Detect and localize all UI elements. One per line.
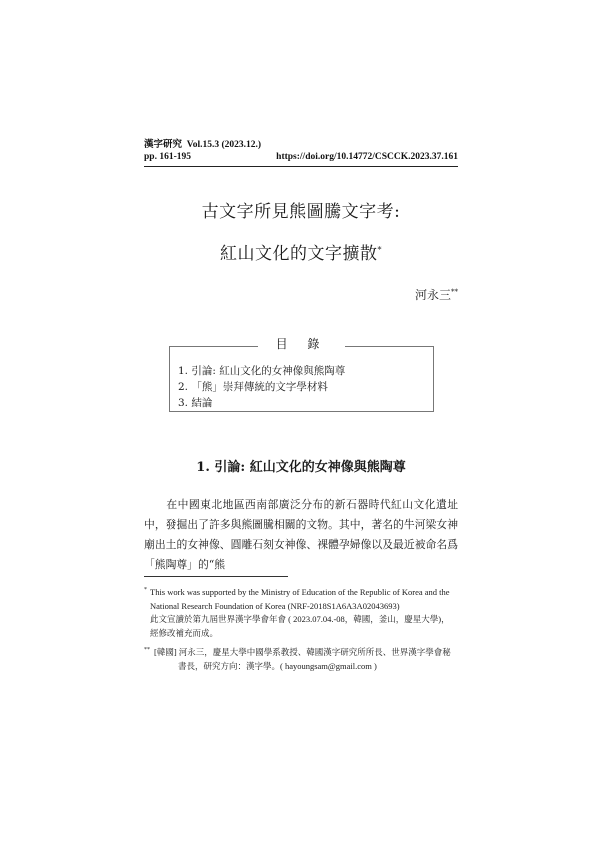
footnote-2 bbox=[144, 646, 458, 673]
header-rule bbox=[144, 166, 458, 167]
body-paragraph bbox=[144, 495, 458, 575]
body-paragraph-text: 在中國東北地區西南部廣泛分布的新石器時代紅山文化遺址中，發掘出了許多與熊圖騰相關的文物。其中，著名的牛河梁女神廟出土的女神像、圓雕石刻女神像、裸體孕婦像以及最近被命名爲「熊陶尊」的“熊 bbox=[144, 498, 458, 571]
footnote-line: 此文宣讀於第九屆世界漢字學會年會 ( 2023.07.04.-08，韓國，釜山，慶星大學)， bbox=[150, 614, 450, 624]
footnote-line: National Research Foundation of Korea (NRF-2018S1A6A3A02043693) bbox=[150, 600, 400, 611]
footnote-1 bbox=[144, 586, 458, 640]
author-name: 河永三 bbox=[414, 288, 451, 302]
journal-header bbox=[144, 136, 458, 150]
toc-item[interactable]: 1. 引論: 紅山文化的女神像與熊陶尊 bbox=[178, 365, 346, 377]
toc-item[interactable]: 2. 「熊」崇拜傳統的文字學材料 bbox=[178, 381, 328, 393]
author-footnote-mark[interactable]: ** bbox=[451, 288, 458, 296]
footnote-2-mark: ** bbox=[144, 647, 150, 653]
journal-subheader bbox=[144, 152, 458, 162]
journal-volume: Vol.15.3 (2023.12.) bbox=[186, 140, 262, 150]
title-footnote-mark[interactable]: * bbox=[377, 245, 382, 255]
section-heading: 1. 引論: 紅山文化的女神像與熊陶尊 bbox=[196, 460, 406, 475]
paper-title-line2-text: 紅山文化的文字擴散 bbox=[220, 244, 378, 264]
doi-link[interactable]: https://doi.org/10.14772/CSCCK.2023.37.161 bbox=[276, 152, 458, 162]
footnote-line: This work was supported by the Ministry of Education of the Republic of Korea and the bbox=[150, 587, 450, 597]
footnote-rule bbox=[144, 576, 288, 577]
footnote-line: [韓國] 河永三，慶星大學中國學系教授、韓國漢字研究所所長、世界漢字學會秘 bbox=[154, 647, 451, 657]
paper-title-line1: 古文字所見熊圖騰文字考: bbox=[201, 202, 401, 222]
toc-item[interactable]: 3. 結論 bbox=[178, 397, 213, 409]
footnote-line: 書長，研究方向：漢字學。( hayoungsam@gmail.com ) bbox=[178, 660, 377, 671]
journal-name: 漢字研究 bbox=[144, 140, 183, 150]
footnote-1-mark: * bbox=[144, 587, 147, 593]
toc-heading-wrap bbox=[169, 333, 434, 353]
author bbox=[415, 286, 458, 303]
toc-list bbox=[178, 363, 345, 411]
footnote-line: 經修改補充而成。 bbox=[150, 627, 219, 638]
paper-title-line2 bbox=[144, 239, 458, 264]
toc-heading: 目 錄 bbox=[258, 335, 346, 352]
page-range: pp. 161-195 bbox=[144, 152, 191, 162]
